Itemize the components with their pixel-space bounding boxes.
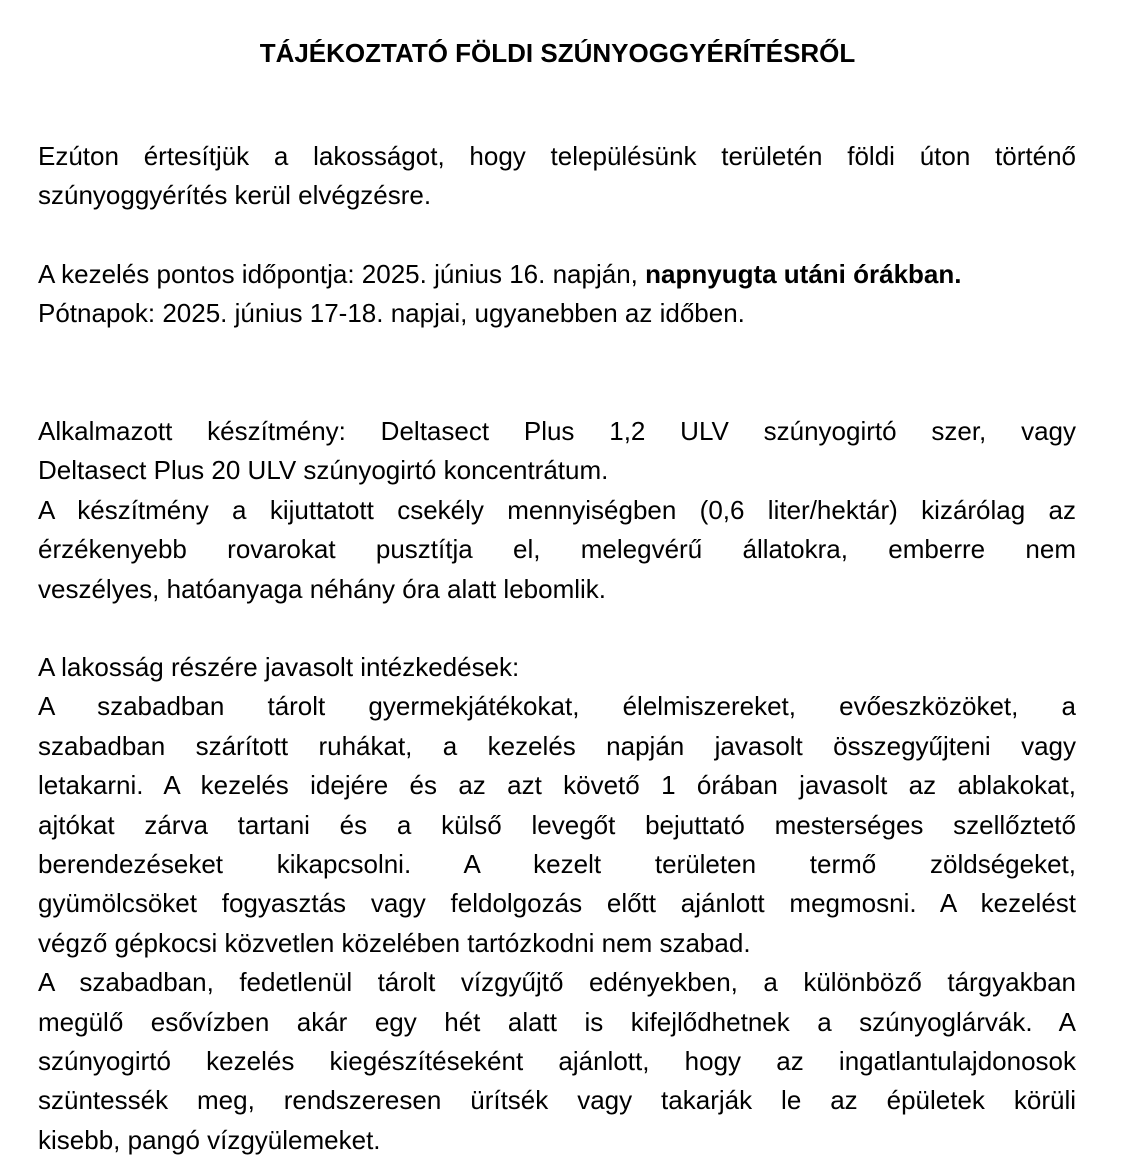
intro-line: szúnyoggyérítés kerül elvégzésre. [38, 180, 432, 211]
measures-heading: A lakosság részére javasolt intézkedések: [38, 652, 520, 682]
product-line: érzékenyebb rovarokat pusztítja el, melegvérű állatokra, emberre nem [38, 534, 1076, 565]
product-line: veszélyes, hatóanyaga néhány óra alatt lebomlik. [38, 573, 607, 604]
notice-title: TÁJÉKOZTATÓ FÖLDI SZÚNYOGGYÉRÍTÉSRŐL [259, 38, 856, 68]
treatment-time-text: A kezelés pontos időpontja: 2025. június 16. napján, [38, 259, 646, 289]
product-paragraph [38, 412, 1076, 609]
measures-line: letakarni. A kezelés idejére és az azt követő 1 órában javasolt az ablakokat, [38, 770, 1076, 801]
treatment-time-emphasis: napnyugta utáni órákban. [645, 259, 962, 289]
measures-line: A szabadban, fedetlenül tárolt vízgyűjtő edényekben, a különböző tárgyakban [38, 967, 1076, 998]
backup-days-line: Pótnapok: 2025. június 17-18. napjai, ugyanebben az időben. [38, 298, 745, 329]
measures-paragraph [38, 648, 1076, 1160]
measures-line: gyümölcsöket fogyasztás vagy feldolgozás előtt ajánlott megmosni. A kezelést [38, 888, 1076, 919]
measures-line: berendezéseket kikapcsolni. A kezelt területen termő zöldségeket, [38, 849, 1076, 880]
measures-line: A szabadban tárolt gyermekjátékokat, élelmiszereket, evőeszközöket, a [38, 691, 1076, 722]
measures-line: megülő esővízben akár egy hét alatt is kifejlődhetnek a szúnyoglárvák. A [38, 1006, 1076, 1037]
product-line: A készítmény a kijuttatott csekély mennyiségben (0,6 liter/hektár) kizárólag az [38, 494, 1076, 525]
measures-line: ajtókat zárva tartani és a külső levegőt bejuttató mesterséges szellőztető [38, 809, 1076, 840]
measures-line: végző gépkocsi közvetlen közelében tartózkodni nem szabad. [38, 927, 751, 958]
measures-line: szabadban szárított ruhákat, a kezelés napján javasolt összegyűjteni vagy [38, 730, 1076, 761]
measures-line: kisebb, pangó vízgyülemeket. [38, 1124, 381, 1155]
product-line: Alkalmazott készítmény: Deltasect Plus 1,2 ULV szúnyogirtó szer, vagy [38, 416, 1076, 446]
schedule-paragraph [38, 255, 1076, 334]
intro-line: Ezúton értesítjük a lakosságot, hogy településünk területén földi úton történő [38, 141, 1076, 171]
measures-line: szüntessék meg, rendszeresen ürítsék vagy takarják le az épületek körüli [38, 1085, 1076, 1116]
treatment-time-line [38, 255, 1076, 294]
intro-paragraph [38, 137, 1076, 216]
product-line: Deltasect Plus 20 ULV szúnyogirtó koncentrátum. [38, 455, 609, 486]
measures-line: szúnyogirtó kezelés kiegészítéseként ajánlott, hogy az ingatlantulajdonosok [38, 1046, 1076, 1077]
